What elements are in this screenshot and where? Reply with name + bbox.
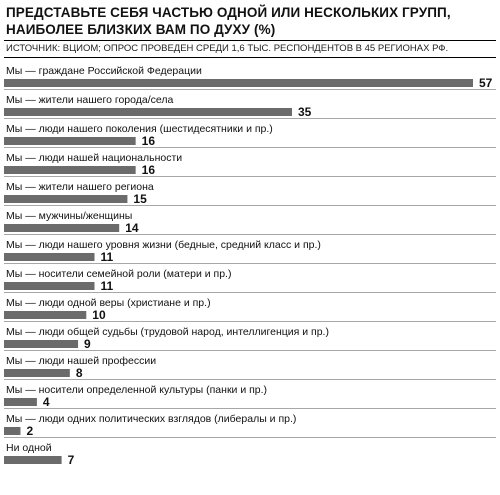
value-label: 16 [141, 134, 156, 148]
value-label: 7 [67, 453, 75, 467]
value-label: 9 [84, 337, 91, 351]
bar [4, 224, 119, 232]
bar [4, 282, 95, 290]
category-label: Мы — люди нашей профессии [6, 355, 157, 367]
bar [4, 427, 20, 435]
bar [4, 398, 37, 406]
bar [4, 456, 62, 464]
category-label: Мы — носители определенной культуры (панки и пр.) [6, 384, 268, 396]
category-label: Мы — люди нашего поколения (шестидесятники и пр.) [6, 123, 273, 135]
category-label: Мы — люди одной веры (христиане и пр.) [6, 297, 211, 309]
bar [4, 79, 473, 87]
category-label: Мы — люди нашего уровня жизни (бедные, средний класс и пр.) [6, 239, 321, 251]
bar [4, 166, 136, 174]
category-label: Мы — жители нашего региона [6, 181, 154, 193]
bar [4, 369, 70, 377]
bar [4, 253, 95, 261]
value-label: 15 [133, 192, 147, 206]
chart-source-note: ИСТОЧНИК: ВЦИОМ; ОПРОС ПРОВЕДЕН СРЕДИ 1,6 ТЫС. РЕСПОНДЕНТОВ В 45 РЕГИОНАХ РФ. [6, 43, 449, 54]
category-label: Мы — люди общей судьбы (трудовой народ, интеллигенция и пр.) [6, 326, 329, 338]
value-label: 35 [297, 105, 312, 119]
value-label: 11 [100, 279, 114, 293]
value-label: 8 [75, 366, 83, 380]
value-label: 14 [125, 221, 139, 235]
value-label: 10 [92, 308, 106, 322]
category-label: Мы — люди нашей национальности [6, 152, 183, 164]
value-label: 4 [42, 395, 50, 409]
value-label: 11 [100, 250, 114, 264]
bar [4, 108, 292, 116]
value-label: 57 [479, 76, 493, 90]
category-label: Мы — носители семейной роли (матери и пр.) [6, 268, 232, 280]
category-label: Мы — мужчины/женщины [6, 210, 133, 222]
bar [4, 340, 78, 348]
value-label: 2 [26, 424, 34, 438]
bar [4, 311, 86, 319]
category-label: Ни одной [6, 442, 52, 454]
bar [4, 137, 136, 145]
category-label: Мы — люди одних политических взглядов (либералы и пр.) [6, 413, 297, 425]
category-label: Мы — жители нашего города/села [6, 94, 174, 106]
bar [4, 195, 127, 203]
value-label: 16 [141, 163, 156, 177]
chart-title: ПРЕДСТАВЬТЕ СЕБЯ ЧАСТЬЮ ОДНОЙ ИЛИ НЕСКОЛЬКИХ ГРУПП, НАИБОЛЕЕ БЛИЗКИХ ВАМ ПО ДУХУ (%) [6, 5, 451, 37]
category-label: Мы — граждане Российской Федерации [6, 65, 202, 77]
